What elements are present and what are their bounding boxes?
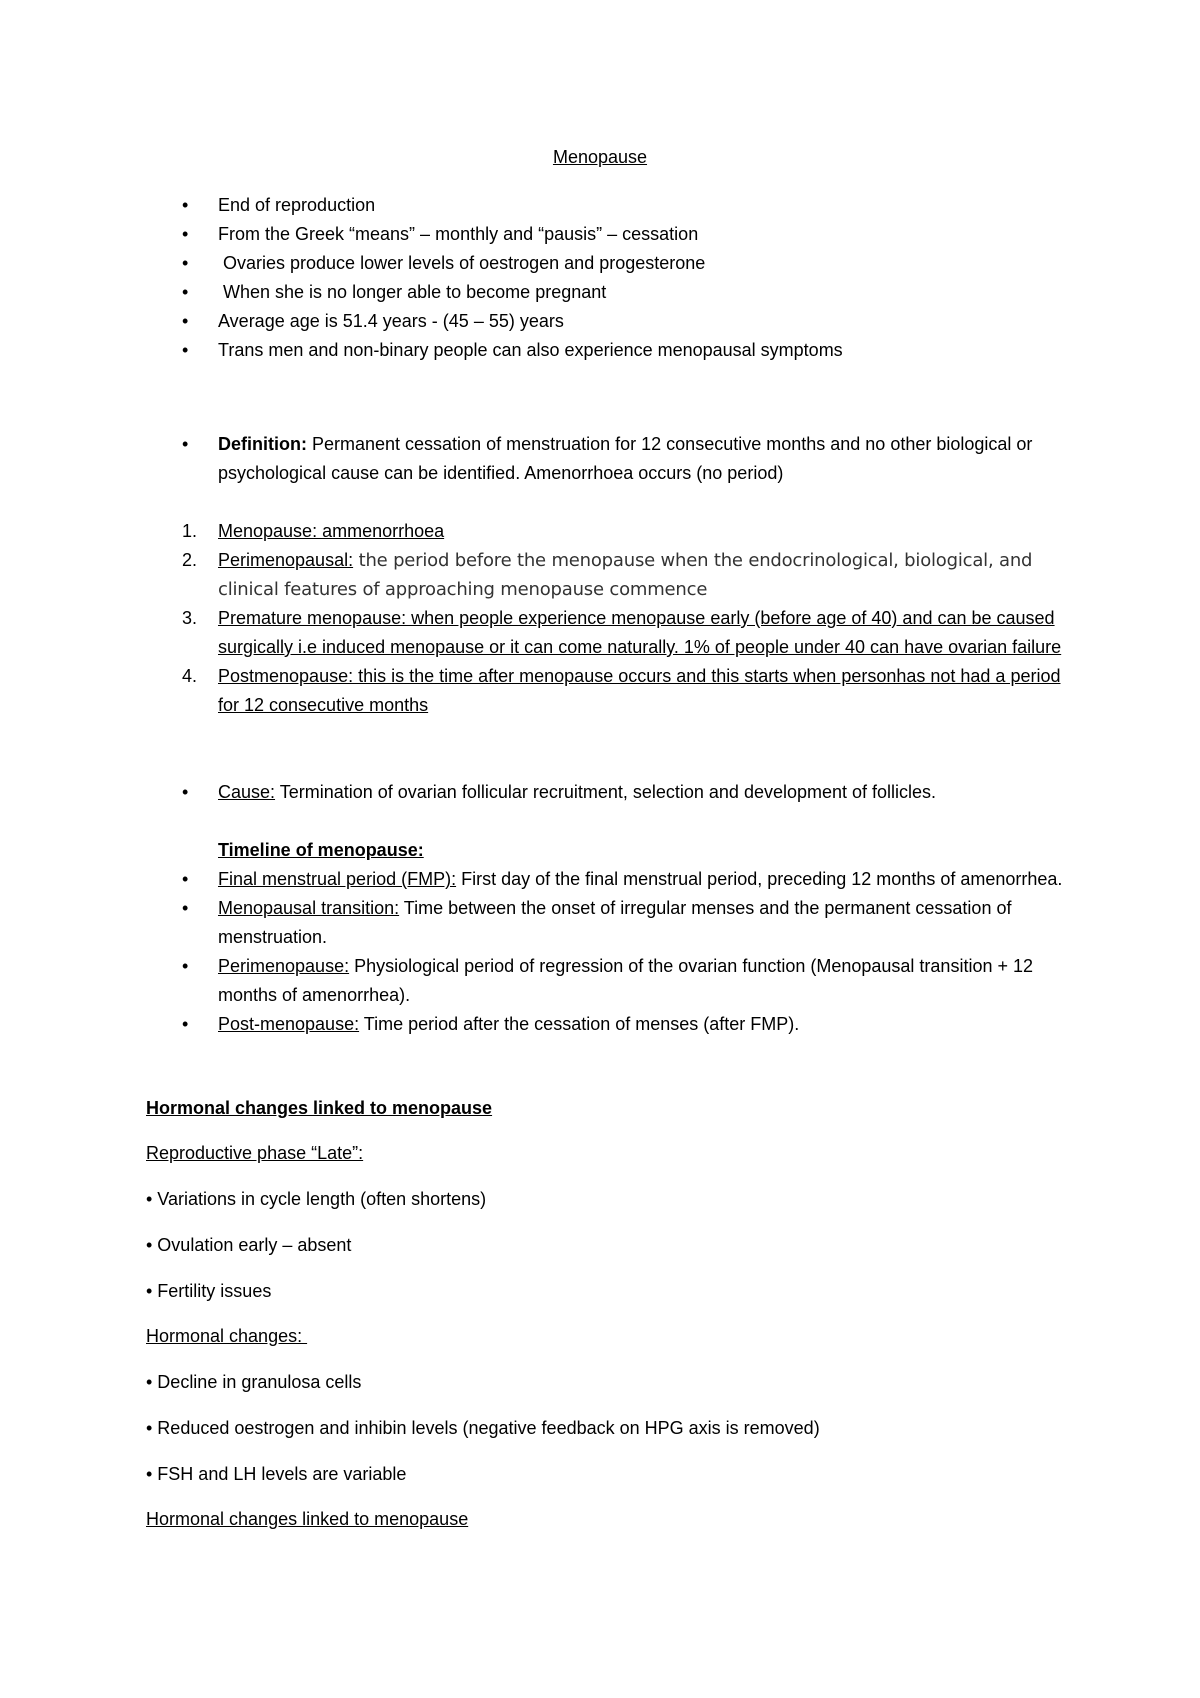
cause-item (146, 778, 1076, 807)
intro-bullet-list (146, 191, 1076, 365)
list-item: • Decline in granulosa cells (146, 1372, 362, 1392)
list-item: • Reduced oestrogen and inhibin levels (negative feedback on HPG axis is removed) (146, 1418, 820, 1438)
timeline-item: • Menopausal transition: Time between the onset of irregular menses and the permanent cessation of menstruation. (146, 894, 1076, 952)
definition-label: Definition: (218, 434, 307, 454)
late-phase-heading: Reproductive phase “Late”: (146, 1143, 364, 1163)
list-item: • End of reproduction (146, 191, 1076, 220)
stage-item: 4. Postmenopause: this is the time after menopause occurs and this starts when personhas not had a period for 12 consecutive months (182, 666, 1061, 715)
timeline-item: • Perimenopause: Physiological period of regression of the ovarian function (Menopausal transition + 12 months of amenorrhea). (146, 952, 1076, 1010)
timeline-item: • Final menstrual period (FMP): First day of the final menstrual period, preceding 12 months of amenorrhea. (146, 865, 1076, 894)
timeline-item: • Post-menopause: Time period after the cessation of menses (after FMP). (146, 1010, 1076, 1039)
footer-heading: Hormonal changes linked to menopause (146, 1509, 469, 1529)
stage-item: 3. Premature menopause: when people experience menopause early (before age of 40) and can be caused surgically i.e induced menopause or it can come naturally. 1% of people under 40 can have ovarian failure (182, 608, 1062, 657)
list-item: • When she is no longer able to become pregnant (146, 278, 1076, 307)
list-item: • Fertility issues (146, 1281, 272, 1301)
stage-item: 2. Perimenopausal: the period before the menopause when the endocrinological, biological, and clinical features of approaching menopause commence (182, 550, 1033, 600)
stage-item: 1. Menopause: ammenorrhoea (182, 521, 445, 541)
list-item: • Variations in cycle length (often shortens) (146, 1189, 487, 1209)
list-item: • Trans men and non-binary people can also experience menopausal symptoms (146, 336, 1076, 365)
definition-list (146, 430, 1076, 488)
definition-text: Permanent cessation of menstruation for 12 consecutive months and no other biological or psychological cause can be identified. Amenorrhoea occurs (no period) (218, 434, 1033, 483)
stages-list (146, 517, 1076, 720)
cause-text: Termination of ovarian follicular recruitment, selection and development of follicles. (275, 782, 937, 802)
hormonal-changes-heading: Hormonal changes: (146, 1326, 308, 1346)
document-title: Menopause (552, 147, 648, 167)
list-item: • Ovaries produce lower levels of oestrogen and progesterone (146, 249, 1076, 278)
timeline-list (146, 865, 1076, 1039)
list-item: • FSH and LH levels are variable (146, 1464, 407, 1484)
cause-label: Cause: (218, 782, 276, 802)
list-item: • Average age is 51.4 years - (45 – 55) years (146, 307, 1076, 336)
list-item: • From the Greek “means” – monthly and “pausis” – cessation (146, 220, 1076, 249)
hormonal-heading: Hormonal changes linked to menopause (146, 1098, 493, 1118)
list-item: • Ovulation early – absent (146, 1235, 352, 1255)
definition-item (146, 430, 1076, 488)
timeline-heading: Timeline of menopause: (218, 840, 424, 860)
cause-list (146, 778, 1076, 807)
